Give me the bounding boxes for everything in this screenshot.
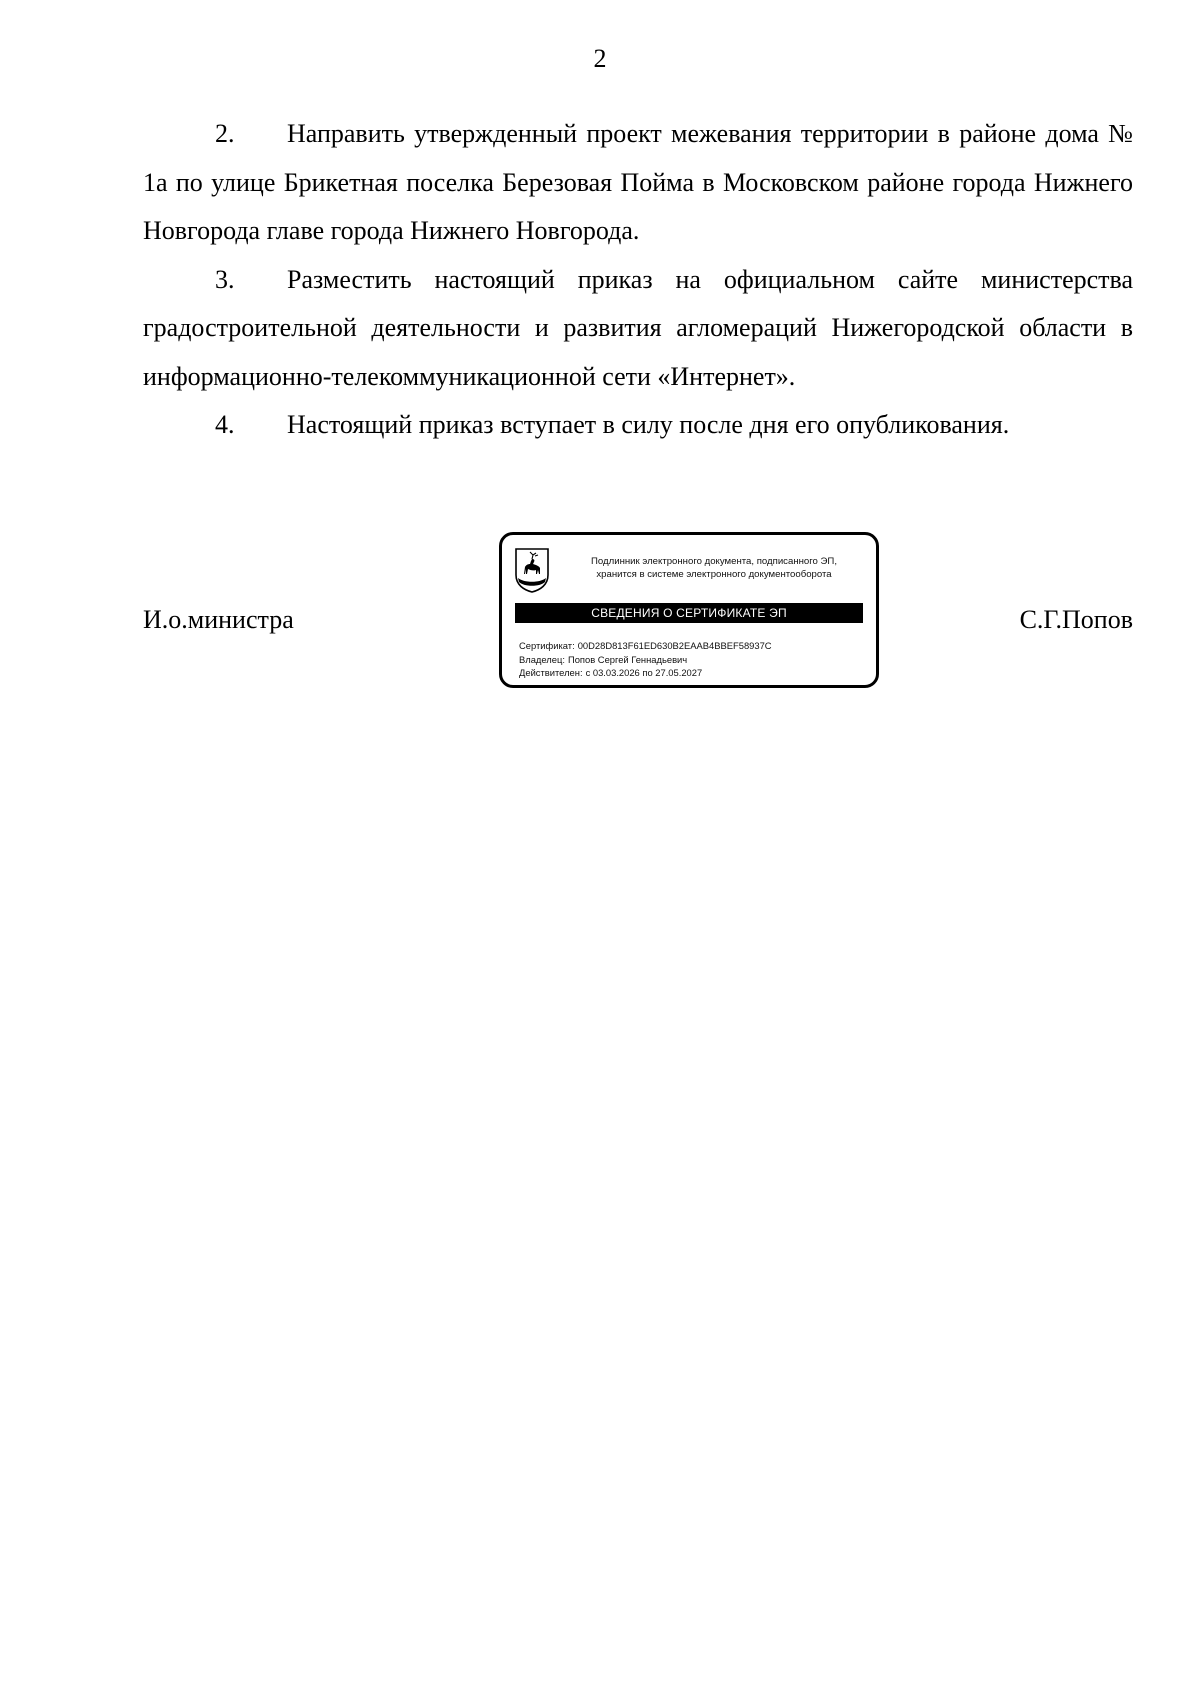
owner-label: Владелец: (519, 653, 565, 665)
paragraph-text: Разместить настоящий приказ на официальном сайте министерства градостроительной деятельности и развития агломераций Нижегородской области в информационно-телекоммуникационной сети «Интернет». (143, 264, 1133, 391)
stamp-title-bar: СВЕДЕНИЯ О СЕРТИФИКАТЕ ЭП (515, 603, 863, 623)
paragraph-number: 2. (215, 119, 235, 148)
paragraph-number: 4. (215, 410, 235, 439)
owner-value: Попов Сергей Геннадьевич (567, 653, 688, 665)
validity-value: с 03.03.2026 по 27.05.2027 (585, 667, 703, 678)
electronic-signature-stamp (499, 532, 879, 688)
paragraph-4 (143, 401, 1133, 450)
stamp-header (568, 555, 860, 581)
paragraph-text: Настоящий приказ вступает в силу после дня его опубликования. (287, 410, 1010, 439)
owner-row (519, 653, 772, 667)
certificate-row (519, 639, 772, 653)
deer-coat-of-arms-icon (514, 547, 550, 593)
paragraph-text: Направить утвержденный проект межевания территории в районе дома № 1а по улице Брикетная поселка Березовая Пойма в Московском районе города Нижнего Новгорода главе города Нижнего Новгорода. (143, 119, 1133, 245)
document-body (143, 110, 1133, 450)
page-number: 2 (593, 44, 607, 73)
certificate-label: Сертификат: (519, 640, 575, 651)
validity-row (519, 666, 772, 680)
paragraph-number: 3. (215, 264, 235, 294)
stamp-header-line-2: хранится в системе электронного документооборота (596, 569, 832, 580)
stamp-header-line-1: Подлинник электронного документа, подписанного ЭП, (591, 556, 837, 567)
stamp-details (519, 639, 772, 680)
signatory-name: С.Г.Попов (1019, 605, 1133, 634)
paragraph-2 (143, 110, 1133, 256)
signatory-position: И.о.министра (143, 605, 294, 634)
certificate-value: 00D28D813F61ED630B2EAAB4BBEF58937C (577, 640, 772, 651)
validity-label: Действителен: (519, 667, 583, 678)
paragraph-3 (143, 256, 1133, 402)
